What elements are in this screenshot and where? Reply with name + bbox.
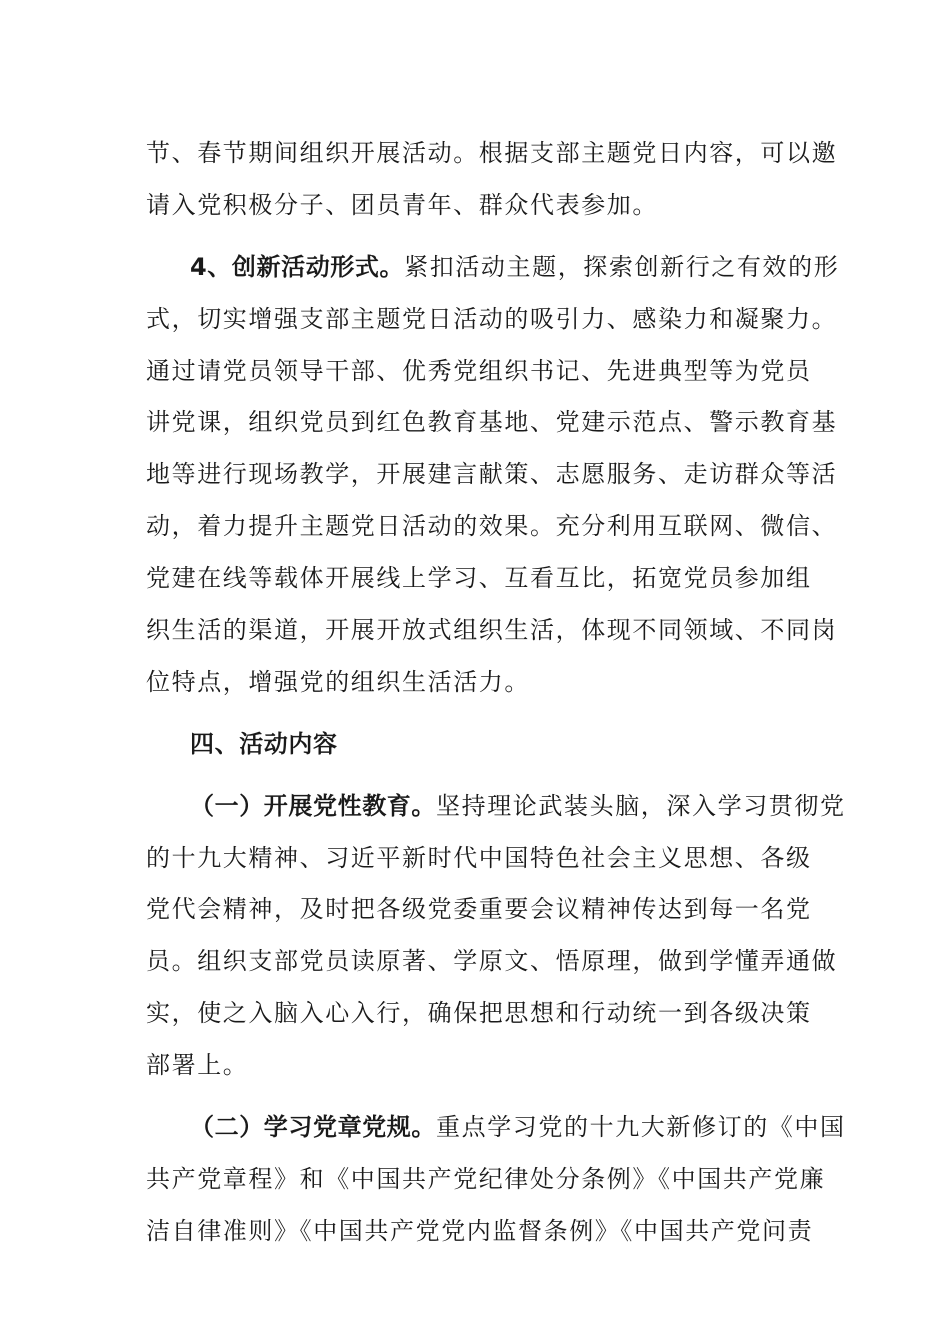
text-line: 织生活的渠道，开展开放式组织生活，体现不同领域、不同岗 — [146, 616, 838, 645]
text-line: 通过请党员领导干部、优秀党组织书记、先进典型等为党员 — [146, 356, 812, 385]
text-line: 节、春节期间组织开展活动。根据支部主题党日内容，可以邀 — [146, 139, 838, 167]
text-line: 共产党章程》和《中国共产党纪律处分条例》《中国共产党廉 — [146, 1164, 826, 1193]
paragraph-lead: （二）学习党章党规。 — [190, 1113, 436, 1142]
text-line: 员。组织支部党员读原著、学原文、悟原理，做到学懂弄通做 — [146, 947, 838, 976]
text-line: 讲党课，组织党员到红色教育基地、党建示范点、警示教育基 — [146, 408, 838, 437]
text-run: 坚持理论武装头脑，深入学习贯彻党 — [436, 791, 846, 820]
text-line: 地等进行现场教学，开展建言献策、志愿服务、走访群众等活 — [146, 460, 838, 489]
text-line: 动，着力提升主题党日活动的效果。充分利用互联网、微信、 — [146, 512, 838, 541]
text-run: 重点学习党的十九大新修订的《中国 — [436, 1113, 846, 1142]
text-line — [146, 781, 846, 833]
text-line: 实，使之入脑入心入行，确保把思想和行动统一到各级决策 — [146, 999, 812, 1028]
text-line: 党建在线等载体开展线上学习、互看互比，拓宽党员参加组 — [146, 564, 812, 593]
paragraph-3 — [146, 781, 846, 1092]
document-page — [146, 128, 846, 1258]
text-run: 紧扣活动主题，探索创新行之有效的形 — [404, 252, 840, 281]
paragraph-4 — [146, 1102, 846, 1258]
paragraph-lead: 4、创新活动形式。 — [190, 252, 405, 281]
text-line: 洁自律准则》《中国共产党党内监督条例》《中国共产党问责 — [146, 1216, 814, 1245]
paragraph-2 — [146, 242, 840, 709]
text-line: 部署上。 — [146, 1051, 249, 1080]
text-line: 请入党积极分子、团员青年、群众代表参加。 — [146, 190, 658, 219]
paragraph-lead: （一）开展党性教育。 — [190, 791, 436, 820]
text-line: 式，切实增强支部主题党日活动的吸引力、感染力和凝聚力。 — [146, 304, 838, 333]
text-line — [146, 242, 840, 294]
section-heading-block — [146, 719, 806, 771]
paragraph-1 — [146, 128, 838, 232]
text-line: 位特点，增强党的组织生活活力。 — [146, 667, 530, 696]
text-line — [146, 1102, 846, 1154]
section-heading: 四、活动内容 — [190, 729, 338, 758]
text-line: 党代会精神，及时把各级党委重要会议精神传达到每一名党 — [146, 895, 812, 924]
text-line: 的十九大精神、习近平新时代中国特色社会主义思想、各级 — [146, 843, 812, 872]
